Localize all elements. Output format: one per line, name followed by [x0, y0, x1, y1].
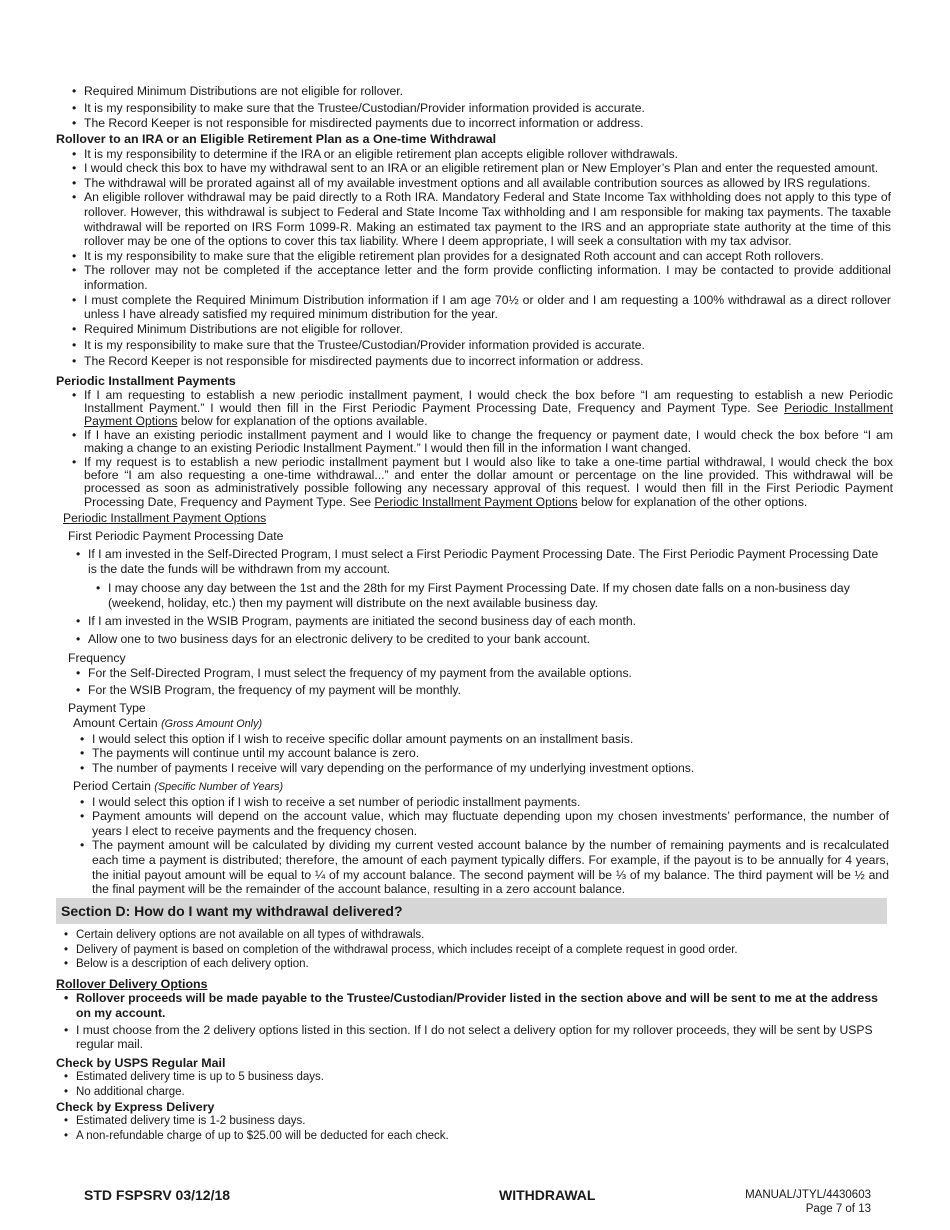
- list-item: • The number of payments I receive will vary depending on the performance of my underlying investment options.: [92, 761, 889, 776]
- period-certain-heading: Period Certain (Specific Number of Years): [73, 778, 284, 793]
- list-item: • Required Minimum Distributions are not eligible for rollover.: [84, 84, 894, 99]
- list-item: • For the Self-Directed Program, I must select the frequency of my payment from the available options.: [88, 666, 889, 681]
- list-item: • Below is a description of each delivery option.: [76, 957, 891, 972]
- list-item: • I would check this box to have my withdrawal sent to an IRA or an eligible retirement plan or New Employer’s Plan and enter the requested amount.: [84, 161, 891, 176]
- list-item: • Rollover proceeds will be made payable to the Trustee/Custodian/Provider listed in the section above and will be sent to me at the address on my account.: [76, 991, 893, 1020]
- options-heading: Periodic Installment Payment Options: [63, 511, 267, 525]
- list-item: • An eligible rollover withdrawal may be paid directly to a Roth IRA. Mandatory Federal and State Income Tax withholding does not apply to this type of rollover. However, this withdrawal is subject to Federal and State Income Tax withholding and I am responsible for making tax payments. The taxable withdrawal will be reported on IRS Form 1099-R. Making an estimated tax payment to the IRS and an appropriate state authority at the time of this rollover may be one of the options to cover this tax liability. Where I deem appropriate, I will seek a consultation with my tax advisor.: [84, 190, 891, 248]
- list-item: • If I am requesting to establish a new periodic installment payment, I would check the box before “I am requesting to establish a new Periodic Installment Payment.” I would then fill in the First Periodic Payment Processing Date, Frequency and Payment Type. See Periodic Installment Payment Options below for explanation of the options available.: [84, 389, 893, 429]
- rollover-delivery-heading: Rollover Delivery Options: [56, 976, 208, 991]
- first-date-sublist: [108, 581, 886, 610]
- footer-title: WITHDRAWAL: [499, 1187, 596, 1203]
- periodic-section: [56, 374, 896, 509]
- list-item: • The Record Keeper is not responsible for misdirected payments due to incorrect information or address.: [84, 116, 894, 131]
- list-item: • Estimated delivery time is 1-2 business days.: [76, 1114, 891, 1129]
- list-item: • The payments will continue until my account balance is zero.: [92, 746, 889, 761]
- list-item: • If I have an existing periodic installment payment and I would like to change the frequency or payment date, I would check the box before “I am making a change to an existing Periodic Installment Payment.” I would then fill in the information I want changed.: [84, 429, 893, 456]
- list-item: • Certain delivery options are not available on all types of withdrawals.: [76, 928, 891, 943]
- express-heading: Check by Express Delivery: [56, 1099, 215, 1114]
- list-item: • I would select this option if I wish to receive a set number of periodic installment payments.: [92, 795, 889, 810]
- express-list: [76, 1114, 891, 1143]
- usps-heading: Check by USPS Regular Mail: [56, 1055, 226, 1070]
- footer-code: MANUAL/JTYL/4430603: [745, 1189, 871, 1201]
- list-item: • It is my responsibility to determine if the IRA or an eligible retirement plan accepts eligible rollover withdrawals.: [84, 147, 891, 162]
- amount-certain-list: [92, 732, 889, 776]
- rollover-delivery-list: [76, 991, 893, 1051]
- frequency-list: [88, 666, 889, 698]
- list-item: • It is my responsibility to make sure that the Trustee/Custodian/Provider information provided is accurate.: [84, 338, 891, 353]
- list-item: • If I am invested in the WSIB Program, payments are initiated the second business day of each month.: [88, 614, 889, 629]
- list-item: • The payment amount will be calculated by dividing my current vested account balance by the number of remaining payments and is recalculated each time a payment is distributed; therefore, the amount of each payment typically differs. For example, if the payout is to be annually for 4 years, the initial payout amount will be equal to ¼ of my account balance. The second payment will be ⅓ of my balance. The third payment will be ½ and the final payment will be the remainder of the account balance, resulting in a zero account balance.: [92, 838, 889, 896]
- section-d-list: [76, 928, 891, 972]
- payment-options-section: [63, 511, 893, 897]
- frequency-heading: Frequency: [68, 650, 126, 665]
- periodic-options-link: Periodic Installment Payment Options: [374, 494, 578, 509]
- rollover-onetime-section: [56, 132, 896, 369]
- footer-form-id: STD FSPSRV 03/12/18: [84, 1187, 231, 1203]
- list-item: • A non-refundable charge of up to $25.00 will be deducted for each check.: [76, 1129, 891, 1144]
- list-item: • I must complete the Required Minimum Distribution information if I am age 70½ or older and I am requesting a 100% withdrawal as a direct rollover unless I have already satisfied my required minimum distribution for the year.: [84, 293, 891, 322]
- period-certain-list: [92, 795, 889, 897]
- usps-list: [76, 1070, 891, 1099]
- list-item: • Allow one to two business days for an electronic delivery to be credited to your bank account.: [88, 632, 889, 647]
- section-heading: Periodic Installment Payments: [56, 374, 236, 388]
- payment-type-heading: Payment Type: [68, 700, 146, 715]
- list-item: • The Record Keeper is not responsible for misdirected payments due to incorrect information or address.: [84, 354, 891, 369]
- list-item: • For the WSIB Program, the frequency of my payment will be monthly.: [88, 683, 889, 698]
- list-item: • The rollover may not be completed if the acceptance letter and the form provide conflicting information. I may be contacted to provide additional information.: [84, 263, 891, 292]
- first-date-list-2: [88, 614, 889, 646]
- list-item: • I must choose from the 2 delivery options listed in this section. If I do not select a delivery option for my rollover proceeds, they will be sent by USPS regular mail.: [76, 1023, 893, 1052]
- list-item: • It is my responsibility to make sure that the Trustee/Custodian/Provider information provided is accurate.: [84, 101, 894, 116]
- list-item: • No additional charge.: [76, 1085, 891, 1100]
- amount-certain-heading: Amount Certain (Gross Amount Only): [73, 715, 263, 730]
- section-d-banner: Section D: How do I want my withdrawal delivered?: [56, 898, 887, 924]
- list-item: • I would select this option if I wish to receive specific dollar amount payments on an installment basis.: [92, 732, 889, 747]
- first-date-heading: First Periodic Payment Processing Date: [68, 529, 284, 543]
- footer-meta: [745, 1188, 871, 1216]
- section-heading: Rollover to an IRA or an Eligible Retirement Plan as a One-time Withdrawal: [56, 132, 497, 146]
- list-item: • Payment amounts will depend on the account value, which may fluctuate depending upon my chosen investments’ performance, the number of years I elect to receive payments and the frequency chosen.: [92, 809, 889, 838]
- page-number: Page 7 of 13: [805, 1203, 871, 1215]
- list-item: • If my request is to establish a new periodic installment payment but I would also like to take a one-time partial withdrawal, I would check the box before “I am also requesting a one-time withdrawal...” and enter the dollar amount or percentage on the line provided. This withdrawal will be processed as soon as administratively possible following any necessary approval of this request. I would then fill in the First Periodic Payment Processing Date, Frequency and Payment Type. See Periodic Installment Payment Options below for explanation of the other options.: [84, 456, 893, 510]
- top-bullet-list: [84, 84, 894, 131]
- list-item: • If I am invested in the Self-Directed Program, I must select a First Periodic Payment Processing Date. The First Periodic Payment Processing Date is the date the funds will be withdrawn from my account.: [88, 547, 889, 576]
- list-item: • The withdrawal will be prorated against all of my available investment options and all available contribution sources as allowed by IRS regulations.: [84, 176, 891, 191]
- rollover-onetime-list: [84, 147, 891, 369]
- periodic-list: [84, 389, 893, 510]
- section-d: [56, 928, 896, 1143]
- list-item: • Estimated delivery time is up to 5 business days.: [76, 1070, 891, 1085]
- list-item: • Delivery of payment is based on completion of the withdrawal process, which includes receipt of a complete request in good order.: [76, 943, 891, 958]
- first-date-list: [88, 547, 889, 576]
- list-item: • I may choose any day between the 1st and the 28th for my First Payment Processing Date. If my chosen date falls on a non-business day (weekend, holiday, etc.) then my payment will distribute on the next available business day.: [108, 581, 886, 610]
- list-item: • Required Minimum Distributions are not eligible for rollover.: [84, 322, 891, 337]
- periodic-options-link: Periodic Installment Payment Options: [84, 401, 893, 429]
- list-item: • It is my responsibility to make sure that the eligible retirement plan provides for a designated Roth account and can accept Roth rollovers.: [84, 249, 891, 264]
